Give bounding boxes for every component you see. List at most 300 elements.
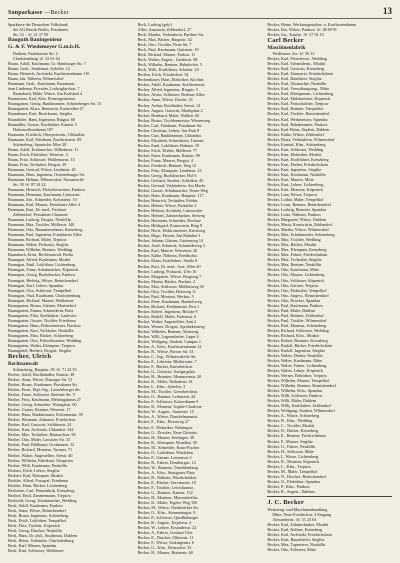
directory-entry: Becker, Otto, Tischler, Holzweg 11: [137, 288, 196, 294]
directory-entry: Becker, I., Witwe, Lichtenberg: [267, 453, 319, 459]
directory-entry: Str. 52 · ☏ 21 37 00: [13, 32, 48, 38]
directory-entry: Becker, Robert, Beamter, Kreuzberg: [267, 337, 328, 343]
directory-entry: Baumgarten, Otto, Polizeibeamter, Wedding: [8, 337, 82, 343]
directory-entry: Becker, Werner, Elektriker, Treptow: [267, 373, 328, 379]
directory-entry: Becker, Otto, Elektriker, Tempelhof: [267, 287, 327, 293]
directory-entry: Becker, Curt, Bankbeamter, Uhlandstr.: [137, 132, 202, 138]
directory-entry: Becker, Max, Rentner, Neukölln: [267, 262, 322, 268]
directory-entry: Baum, Fritz, Techniker, Bergstr. 29: [8, 161, 67, 167]
directory-entry: Becher, Max, Techniker, Bismarckstr. 66: [8, 432, 76, 438]
directory-entry: Becher, Walter, Angestellter, Seestr. 40: [8, 452, 73, 458]
directory-entry: Becker, Hermann, Schneider, Dorfaue: [137, 218, 201, 224]
directory-columns: [8, 22, 392, 558]
directory-entry: Baumbach, Ernst, Rechtsanwalt, Berlin: [8, 252, 74, 258]
directory-entry: Becker, Ernst, Kaufmann, Kantstr. 99: [137, 152, 200, 158]
directory-entry: Baum, Ida, Näherin, Wilmersdorf: [8, 76, 64, 82]
directory-entry: Becker, B., Witwe, Pariser Str. 33: [137, 349, 194, 355]
directory-entry: Becker, Helene, Witwe, Parkallee 2: [137, 203, 197, 209]
running-head-bold: Sonparkasse: [8, 10, 43, 16]
directory-entry: Baumgarten, Bruno, Gärtner, Mariendorf: [8, 302, 77, 308]
directory-entry: Becher, Otto, Maler, Lausitzer Str. 33: [8, 437, 71, 443]
directory-entry: Becker, Walter, Fahrer, Lichtenberg: [267, 363, 327, 369]
directory-entry: Baumann, Max, Tischler, Müllerstr. 140: [8, 222, 75, 228]
directory-entry: Baumgarten, Klara, Rentnerin, Kaiserallee 67: [8, 106, 84, 112]
directory-entry: Becker, E., Drucker, Olbersstr. 11: [137, 535, 194, 541]
advert-subheading: Rechtsanwalt: [8, 360, 38, 367]
directory-entry: Becker, Hans, Kaufmann, Hauptstr. 117: [137, 193, 204, 199]
directory-entry: Becker, K., Klempner, Wundtstr. 50: [137, 439, 198, 445]
directory-entry: Becher, Willi, Kaufmann, Neukölln: [8, 462, 67, 468]
directory-entry: Becker, Erich, Dreher, Müllerstr. 77: [137, 147, 198, 153]
directory-entry: Becker, Martha, Witwe, Wilmersdorf: [267, 227, 329, 233]
directory-entry: Beck, Martha, Verkäuferin, Berliner Str.: [137, 32, 205, 38]
directory-entry: Becker, F., Witwe, Sickingenstr. 6: [137, 540, 194, 546]
directory-entry: Becker, B., Kfm., Wedding: [267, 418, 313, 424]
directory-entry: Baumgarten, Georg, Bankbeamter, Schöneberger Str. 15: [8, 101, 102, 107]
directory-entry: Becker, Gerhard, Student, Schloßstr. 45: [137, 177, 204, 183]
directory-entry: Becker, Käthe, Näherin, Friedhofstr.: [137, 253, 198, 259]
directory-entry: Becker, Margarete, Witwe, Bergweg 7: [137, 273, 202, 279]
directory-entry: Becker, Kurt, Lehrer, Lichtenberg: [267, 181, 324, 187]
directory-entry: Becker, H., Monteur, Mierendorffstr.: [137, 494, 199, 500]
directory-entry: Bechler, Alfred, Fotograf, Friedenau: [8, 477, 69, 483]
directory-entry: Becher, Georg, Schneider, Wrangelstr. 60: [8, 402, 77, 408]
directory-entry: Baumann, Hans, Ingenieur, Oranienburger Str.: [8, 171, 86, 177]
directory-entry: Becker, Karl, Rentner, Tempelhof: [267, 106, 324, 112]
directory-entry: Charlottenburg ☏ 32 61 64: [13, 56, 60, 62]
directory-entry: Becker, A., Witwe, Danckelmannstr.: [137, 414, 198, 420]
directory-entry: Becker, Gustav, Schuhmacher, Neuer Weg: [137, 188, 208, 194]
directory-entry: Baumann, Walter, Prokurist, Steglitz: [8, 242, 69, 248]
directory-entry: Becker, Karl, Malermeister, Köpenick: [267, 96, 331, 102]
directory-entry: Beck, Heinz, Verkäufer, Charlottenburg: [8, 538, 74, 544]
page-header: [8, 6, 392, 19]
directory-entry: Becker, A., Fahrer, Goslarer Ufer: [137, 530, 193, 536]
directory-entry: Becker, Kurt, Dr. med., Arzt, Allee 40: [137, 263, 201, 269]
directory-entry: Becher, Franz, Schlosser, Stettiner Str. 9: [8, 392, 75, 398]
directory-entry: Becker, Carl, Fabrikant, Potsdamer Str.: [137, 122, 203, 128]
directory-entry: Becher, Ernst, Dipl.-Ing., Lietzenburger Str.: [8, 387, 81, 393]
directory-entry: Becker, Klara, Verkäuferin, Wilmersdorf: [267, 136, 335, 142]
directory-entry: Becker, Johann, Gärtner, Gartenweg 14: [137, 238, 203, 244]
directory-entry: Becker, P., Schlosser, Quedlinburger: [137, 515, 199, 521]
directory-entry: Becker, Kurt, Bauarbeiter, Steglitz: [267, 537, 325, 543]
directory-entry: Becker, Karl, Bahnbeamter, Pankow: [267, 121, 328, 127]
directory-entry: Baumgart, Hedwig, Witwe, Reinickendorf: [8, 277, 79, 283]
directory-entry: Baumann, Gertrud, Witwe, Lindenstr. 45: [8, 166, 76, 172]
directory-entry: Becher, Hans, Bankbeamter, Kolonnenstr. 39: [8, 412, 83, 418]
directory-entry: dem Lindenau, Privatier, Ludwigkirchstr. 7: [8, 86, 80, 92]
directory-entry: Beck, Karl, Maurer, Spandau: [8, 543, 57, 549]
directory-entry: Becker, E., Lehrerin, Bleibtreustr. 7: [137, 359, 197, 365]
directory-entry: Becker, Karl, Maurer, Wiesenstr. 20: [137, 248, 198, 254]
directory-entry: Becher, Kurt, Architekt, Uhlandstr. 144: [8, 427, 74, 433]
directory-entry: Baumann, Wilhelm, Rentner, Wedding: [8, 247, 73, 253]
directory-entry: Baumüller, Gustav, Buchhalter, Kantstr. 5: [8, 121, 78, 127]
directory-entry: Becker, Walter, Dreher, Neukölln: [267, 352, 323, 358]
directory-entry: Becker, M., Maler, Tempelhof: [267, 468, 318, 474]
directory-entry: Becker, E., Kfm., Horstweg 27: [137, 419, 189, 425]
directory-entry: Baumgart, Franz, Schuhmacher, Köpenick: [8, 267, 79, 273]
directory-entry: Beck, Wilhelm, Rentner, Bahnhofstr. 3: [137, 62, 202, 68]
directory-entry: Becker, Hugo, Friseur, Am Bahnhof 1: [137, 233, 201, 239]
directory-entry: Baumann, Karl, Maurer, Prenzlauer Allee 4: [8, 202, 81, 208]
directory-entry: Beck, Fritz, Tischler, Köpenick: [8, 522, 60, 528]
directory-entry: Beck, Paul, Kaufmann, Gartenstr. 19: [137, 47, 199, 53]
directory-entry: Becker, Kurt, Dreher, Friedrichshain: [267, 161, 328, 167]
directory-entry: Becker, Max, Bäcker, Moabit: [267, 242, 317, 248]
directory-entry: Becher, Fritz, Kaufmann, Mehringdamm 27: [8, 397, 81, 403]
directory-entry: Beck, Walter, Angest., Lindenstr. 88: [137, 57, 198, 63]
directory-entry: Becker, Karl, Tischler, Reinickendorf: [267, 111, 330, 117]
directory-entry: Becher, Hermann, Zahnarzt, Friedrichstr.: [8, 417, 77, 423]
directory-entry: Becker, G., Kfm., Beusselstr. 33: [137, 545, 192, 551]
directory-entry: Becker, Max, Fahrer, Friedrichshain: [267, 252, 328, 258]
directory-entry: Becker, Horst, Elektromeister, Kirchweg: [137, 228, 206, 234]
directory-entry: Becker, D., Bäcker, Kreuzberg: [267, 428, 319, 434]
directory-entry: Becker, Luise, Näherin, Pankow: [267, 212, 321, 218]
directory-entry: Becker, Georg, Buchdrucker, Hof 6: [137, 172, 197, 178]
directory-entry: Schöneberg, Hauptstr. 85 ☏ 71 24 55: [13, 366, 77, 372]
directory-entry: Becker, Wilhelm, Rentner, Altenweg: [137, 328, 199, 334]
directory-entry: Becker, G., Rentner, Kantstr. 152: [137, 489, 193, 495]
advert-heading: Carl Becker: [267, 37, 304, 45]
directory-entry: Becker, Emil, Lokführer, Bahnstr. 19: [137, 142, 199, 148]
directory-entry: Bechert, Karl, Klempner, Moabit: [8, 472, 63, 478]
directory-entry: Becker, C., Tischler, Moabit: [267, 423, 315, 429]
directory-entry: Becker, Otto, Gärtner, Treptow: [267, 282, 319, 288]
directory-entry: Becker, F., Tischler, Lewishamstr.: [137, 484, 194, 490]
directory-entry: Becker, Karl, Gastwirt, Kreuzberg: [267, 66, 325, 72]
directory-entry: Becker, Karl, Zahntechniker, Moabit: [267, 521, 329, 527]
section-rule: [267, 496, 392, 497]
directory-entry: Baum, Fritz, Schlosser, Waldemarstr. 13: [8, 156, 75, 162]
directory-entry: Becker, Heinz, Werkzeugmacher, u. Kurfürstendamm: [267, 22, 357, 27]
directory-entry: Becker, Fritz, Klempner, Lindenstr. 23: [137, 167, 202, 173]
directory-entry: Beck, Erich, Lokführer, Tempelhof: [8, 517, 67, 523]
directory-entry: Becker, H., Maurer, Seelingstr. 38: [137, 434, 195, 440]
directory-entry: Becker, A., Kfm., Kurfürstendamm 12: [137, 344, 202, 349]
directory-entry: Beck, Hans, Dr. phil., Studienrat, Dahlem: [8, 533, 78, 538]
directory-entry: Baumhöfer, Hans, Ingenieur, Ringstr. 60: [8, 116, 76, 122]
directory-entry: Becker, Paul, Monteur, Schöneberg: [267, 322, 327, 328]
directory-entry: Becher, Adolf, Buchhändler, Kantstr. 48: [8, 372, 75, 377]
directory-entry: Allee, Anastasia, Zehlendorf, 27: [137, 27, 192, 33]
directory-entry: Baumann, Paul, Ingenieur, Frankfurter Allee: [8, 232, 82, 238]
directory-entry: Becker, Kurt, Monteur, Köpenick: [267, 186, 323, 192]
directory-entry: Becker, Paul, Rentner, Zehlendorf: [267, 312, 324, 318]
directory-entry: Baumgart, Alfred, Kaufmann, Moabit: [8, 257, 71, 263]
directory-entry: Hohenzollerndamm 107: [13, 126, 54, 132]
directory-entry: Baumgarten, Gustav, Tischler, Friedenau: [8, 317, 76, 323]
directory-entry: Becker, Alfred, Ingenieur, Ringstr. 5: [137, 87, 198, 93]
directory-entry: Becker, Otto, Kaufmann, Mitte: [267, 267, 319, 273]
directory-entry: Becker, Anna, Witwe, Dorfstr. 31: [137, 97, 193, 103]
directory-entry: Becker, Kurt, Schlosser, Wedding: [267, 146, 324, 152]
directory-entry: Alexanderstr. ☏ 51 23 64: [272, 516, 317, 522]
directory-entry: Becker, Max, Tapezierer, Neukölln: [267, 542, 326, 548]
directory-entry: Baum, Erich, Elektriker, Weserstr. 3: [8, 151, 68, 157]
directory-entry: Becker, Ludwig, Beamter, Spandau: [267, 207, 327, 213]
directory-entry: Becker, O., Elektriker, Spandau: [267, 478, 320, 484]
directory-entry: Becker, Karl, Kellner, Kreuzberg: [267, 526, 323, 532]
advert-heading: Becher, Ulrich: [8, 352, 52, 360]
directory-entry: Becker, Karl, Bauführer, Steglitz: [267, 76, 322, 82]
directory-entry: Becker, Franz, Maurer, Bergstr. 4: [137, 157, 193, 163]
directory-entry: Becker, Walter, Kaufmann, Mitte: [267, 358, 323, 363]
advert-subheading: Maschinenfabrik: [267, 45, 306, 52]
directory-entry: Becker, Hildegard, Kontoristin, Ring 9: [137, 223, 203, 229]
directory-entry: Baumbach, Hilde, Witwe, Am Karlsbad 4: [13, 91, 82, 97]
directory-entry: G. & F. Wiedemeyer G.m.b.H.: [8, 44, 81, 51]
directory-entry: Baumann, Karl, Fabrikant, Kurfürstenstr. 85: [8, 136, 82, 142]
directory-entry: Beck, Kurt, Schlosser, Weißensee: [8, 548, 64, 554]
directory-entry: Becker, Jos., Kaufm. ☏ 27 54 10: [267, 32, 324, 38]
directory-entry: Baumgärtel, Herbert, Drogist, Steglitz: [8, 347, 72, 353]
directory-entry: Baumann, Richard, Maler, Treptow: [8, 237, 67, 243]
directory-entry: Becker, K., Monteur, Köpenick: [267, 458, 320, 464]
directory-entry: Baumann, Gerh., Kaufmann, Fasanenstr.: [8, 81, 76, 87]
directory-entry: Becker, Paul, Kaufmann, Pankow: [267, 302, 324, 308]
directory-entry: Becker, Wilhelm, Rentner, Reinickendorf: [267, 383, 336, 389]
directory-entry: Becher, Paul, Bildhauer, Grolmanstr. 12: [8, 442, 75, 448]
directory-entry: Becker, Josef, Schmied, Schmiedeweg 3: [137, 243, 205, 249]
directory-entry: Baum, Adolf, Kaufmann, Gr. Hamburger Str. 7: [8, 61, 86, 67]
directory-entry: Beck, Ludwig (geb.): [137, 22, 172, 27]
directory-entry: Baumann, Joh., Schneider, Koloniestr. 10: [8, 197, 77, 202]
running-head-rest: —Becker: [44, 10, 69, 16]
directory-entry: Becker, B., Näherin, Windscheidstr.: [137, 474, 198, 480]
directory-entry: Becher, Richard, Monteur, Turmstr. 71: [8, 447, 73, 453]
directory-entry: Baumann, Kurt, Dr. med., Facharzt: [8, 207, 67, 213]
directory-entry: Becker, N., Drucker, Reinickendorf: [267, 473, 327, 479]
directory-entry: Becker, Karl, Postschaffner, Treptow: [267, 101, 329, 107]
directory-entry: Becker, Christian, Lehrer, Am Park 8: [137, 127, 200, 133]
directory-entry: Becker, K., Maler, Niebuhrstr. 61: [137, 379, 193, 385]
directory-entry: Becker, Kurt, Elektriker, Moabit: [267, 151, 322, 157]
directory-entry: Str. 30 ☏ 87 54 22: [13, 181, 46, 187]
directory-entry: der AG Bezirk Berlin, Potsdamer: [13, 27, 69, 33]
directory-entry: Becker, O., Lokführer, Witzleben: [137, 449, 193, 455]
directory-entry: Becher, Bruno, Kaufmann, Potsdamer Str.: [8, 382, 78, 388]
directory-entry: Becker, Wolfgang, Student, Campus 1: [137, 338, 201, 344]
directory-entry: Becker, Lina, Witwe, Treptow: [267, 191, 318, 197]
directory-entry: Becker, H., Beamter, Mommsenstr. 20: [137, 374, 202, 380]
directory-entry: Beck, Bruno, Ingenieur, Schöneberg: [8, 512, 69, 518]
directory-entry: Becker, Kurt, Kaufmann, Neukölln: [267, 171, 326, 177]
directory-entry: Baumgarten, Kurt, Verkäufer, Neukölln: [8, 327, 74, 333]
directory-entry: Baumann, Otto, Bauunternehmer, Kreuzberg: [8, 227, 83, 233]
column-2: [138, 22, 263, 558]
directory-entry: Becker, Lothar, Maler, Tempelhof: [267, 197, 324, 202]
directory-entry: Becker, R., Angest., Dahlem: [267, 488, 315, 494]
directory-entry: Becker, Richard, Schlosser, Wedding: [267, 327, 329, 333]
directory-entry: Becker, Margarete, Witwe, Dahlem: [267, 217, 326, 223]
directory-entry: Becher, Anna, Witwe, Danziger Str. 51: [8, 377, 73, 383]
directory-entry: Becker, Maria, Kontoristin, Zehlendorf: [267, 222, 333, 228]
directory-entry: Becker, Karl-Heinz, Student, Dahlem: [267, 126, 330, 132]
directory-entry: Becker, Karl, Fleischerm., Wedding: [267, 56, 327, 62]
directory-entry: Becker, Konrad, Kfm., Schöneberg: [267, 141, 326, 147]
directory-entry: Becker, W., Angest., Suarezstr. 15: [137, 409, 194, 415]
directory-entry: Becker, Bernhard, Maler, Waldstr. 60: [137, 112, 200, 118]
directory-entry: Becker, Elisabeth, Schneiderin, Turmstr.: [137, 137, 205, 143]
directory-entry: Becher, Wilhelm, Fabrikant, Tiergarten: [8, 457, 73, 463]
directory-entry: Becker, Max, Schuhmacher, Schöneberg: [267, 232, 335, 238]
directory-entry: Baumgart, Karl, Lehrer, Spandau: [8, 282, 64, 288]
directory-entry: Becker, K., Maler, Tegeler Weg 100: [137, 499, 198, 505]
directory-entry: Becker, Louis, Rentner, Reinickendorf: [267, 202, 332, 208]
directory-entry: Becker, Wilhelm, Maurer, Tempelhof: [267, 378, 330, 384]
directory-entry: Becker, R., Monteur, Sophie-Charlotte: [137, 404, 202, 410]
directory-entry: Bechtel, Emil, Zimmermann, Treptow: [8, 492, 72, 498]
directory-entry: Becker, Alwin, Schlosser, Berliner Allee: [137, 92, 205, 98]
directory-entry: Becker, O., Kfm., Sömmeringstr. 8: [137, 510, 196, 516]
directory-entry: Baum, Gerh., Studienrat, Sybelstr. 12: [8, 66, 70, 72]
directory-entry: Becker, Herbert, Zahntechniker, Seeweg: [137, 213, 205, 219]
column-1: [8, 22, 133, 558]
directory-entry: Becker, Heinrich, Techniker, Feldstr.: [137, 198, 199, 204]
directory-entry: Weißensee, Str. ☏ 56 13: [272, 51, 315, 57]
directory-entry: Baumgart, Emil, Lokführer, Lichtenberg: [8, 262, 76, 268]
directory-entry: Becker, P., Gärtner, Lietzensee 2: [137, 454, 192, 460]
page-number: 13: [383, 6, 392, 16]
directory-entry: Becker, Kurt, Maurer, Mitte: [267, 176, 314, 182]
directory-entry: Becker, P., Kfm., Pankow: [267, 483, 310, 489]
directory-entry: Bechstein, Carl, Pianofabrik, Kreuzberg: [8, 487, 75, 493]
directory-entry: Becker, E., Rentner, Friedrichshain: [267, 433, 326, 439]
directory-entry: Becker, Paul, Maler, Dahlem: [267, 307, 316, 313]
directory-entry: Becker, Friedrich, Rentner, Weg 12: [137, 162, 197, 168]
directory-entry: Becker, H., Schlosser, Mitte: [267, 448, 314, 454]
directory-entry: Becker, Otto, Drucker, Spandau: [267, 297, 321, 303]
directory-entry: Baumeister, Karl, Kfm. Prinzregentenstr.: [8, 96, 76, 102]
directory-entry: Becker, Ludwig, Prokurist, Ufer 16: [137, 268, 197, 274]
directory-entry: Becker, E., Bäcker, Gervinusstr. 18: [137, 479, 196, 485]
directory-entry: Becker, Bruno, Tischlermeister, Wiesenweg: [137, 117, 211, 123]
directory-entry: Baumgarten, Fritz, Kraftfahrer, Lankwitz: [8, 312, 77, 318]
directory-entry: Becker, Wolfgang, Student, Wilmersdorf: [267, 408, 335, 414]
directory-entry: Becker, Max, Schlosser, Mühlenweg 30: [137, 283, 204, 289]
directory-entry: Becker, Walter, Lehrer, Köpenick: [267, 368, 323, 374]
directory-entry: Becher, Karl, Gastwirt, Schlüterstr. 24: [8, 422, 72, 428]
directory-entry: Becken, Erich, Friedrichstr. 54: [137, 72, 189, 78]
directory-entry: Baumann, Helmut, Wilmersdorf, Nassauische: [8, 176, 84, 182]
directory-entry: Baumgarten, Max, Bäcker, Schöneberg: [8, 332, 74, 338]
directory-entry: Becker, Willi, Schlosser, Pankow: [267, 393, 323, 399]
directory-entry: Beck, Max, Bäcker, Hauptstr. 42: [137, 37, 192, 43]
directory-entry: Becker, G., Fahrer, Neukölln: [267, 443, 316, 449]
directory-entry: Becker, Paul, Monteur, Werkstr. 5: [137, 293, 194, 299]
directory-entry: Baumgart, Otto, Schlosser, Tempelhof: [8, 287, 72, 293]
directory-entry: Becker, Rudolf, Bäcker, Friedrichshain: [267, 342, 333, 348]
directory-entry: Becker, L., Kfm., Sybelstr. 3: [137, 384, 186, 390]
directory-entry: Werkzeug- und Maschinenhandlung: [267, 506, 328, 512]
directory-entry: Becker, Wilhelm, Kfm., Spandau: [267, 388, 323, 394]
directory-entry: Baumgart, Richard, Maurer, Weißensee: [8, 297, 74, 303]
directory-entry: Becker, F., Maurer, Steglitz: [267, 438, 313, 444]
directory-entry: Baumgarten, Hans, Elektromeister, Buckow: [8, 322, 81, 328]
directory-entry: Baumgart, Paul, Kaufmann, Charlottenburg: [8, 292, 81, 298]
directory-entry: Becker, Peter, Kaufmann, Handelsweg: [137, 298, 202, 304]
directory-entry: Becker, Kurt, Ingenieur, Steglitz: [267, 166, 322, 172]
directory-entry: Becker, Kurt, Kraftfahrer, Kreuzberg: [267, 156, 329, 162]
running-head: [8, 10, 69, 16]
directory-entry: Baum, Adolf, Korbmacher, Wilhelmstr. 11: [8, 146, 79, 152]
directory-entry: Becker, Paul, Tischler, Wilmersdorf: [267, 317, 327, 323]
directory-entry: Becker, F., Elektriker, Nehringstr.: [137, 424, 194, 430]
directory-entry: Beckenbauer, Hans, Elektriker, Kirchstr.: [137, 77, 205, 83]
directory-entry: Becker, Karl, Architekt, Friedrichshain: [267, 532, 332, 537]
directory-entry: Bechtold, Georg, Schuhmacher, Wedding: [8, 497, 77, 503]
directory-entry: Becker, Rudolf, Ingenieur, Steglitz: [267, 347, 325, 353]
advert-heading: J. C. Becker: [267, 498, 305, 506]
directory-entry: Becker, Käthe, Witwe, Zehlendorf: [267, 131, 325, 137]
directory-entry: Becker, Willy, Kraftfahrer, Zehlendorf: [267, 403, 331, 409]
directory-entry: Baumann, Ludwig, Drogist, Neukölln: [8, 217, 71, 223]
directory-entry: Becker, Rudolf, Maler, Farbenstr. 6: [137, 313, 197, 319]
directory-entry: Becker, R., Angest., Keplerstr. 4: [137, 520, 192, 526]
directory-entry: Sparkasse der Deutschen Volksbank: [8, 22, 68, 27]
directory-entry: Becker, Max, Klempner, Kreuzberg: [267, 247, 327, 253]
directory-entry: Becker, C., Ing., Wilmersdorfer Str.: [137, 354, 197, 360]
directory-entry: Beck, Willi, Kraftfahrer, Schulstr. 24: [137, 67, 199, 73]
directory-entry: Becker, Walter, Angestellter, Amt 2: [137, 318, 197, 324]
directory-entry: Baumann, Friedrich, Oberpostsekr., Uhlandstr.: [8, 131, 86, 137]
directory-entry: Becker, Richard, Kfm., Moabit: [267, 332, 319, 338]
directory-entry: Becker, M., Witwe, Osnabrücker Str.: [137, 505, 199, 510]
directory-entry: Zehlendorf, Potsdamer Chaussee: [13, 212, 68, 218]
directory-entry: Becker, Willi, Maler, Dahlem: [267, 398, 317, 404]
directory-entry: Becker, L., Kfm., Treptow: [267, 463, 312, 469]
directory-entry: Beck, Georg, Drucker, Neukölln: [8, 527, 62, 533]
directory-entry: Becker, Karl, Werkmeister, Spandau: [267, 116, 328, 122]
directory-entry: Becker, G., Drucker, Neue Christstr.: [137, 429, 198, 435]
directory-entry: Becker, Gertrud, Verkäuferin, Am Markt: [137, 183, 205, 188]
directory-entry: Becker, Karl, Klempnerm., Lichtenberg: [267, 91, 334, 97]
directory-entry: Becker, O., Rentner, Leibnizstr. 44: [137, 394, 196, 400]
directory-entry: Becker, Karl, Schneiderm., Moabit: [267, 61, 326, 67]
directory-entry: Becker, A., Kfm., Stuttgarter Platz: [137, 469, 195, 475]
directory-entry: Bechert, Erich, Lehrer, Steglitz: [8, 467, 60, 473]
column-3: [267, 22, 392, 558]
directory-entry: Baum, Heinrich, Architekt, Kurfürstendamm 110: [8, 71, 90, 77]
directory-entry: Becker, Ilse, Witwe, Pankow ☏ 48 69 91: [267, 27, 337, 33]
directory-entry: Becker, Otto, Maurer, Lichtenberg: [267, 272, 325, 278]
directory-entry: Baumann, Hermann, Kaufmann, Lützowstr.: [8, 191, 81, 197]
directory-entry: Becker, Helmut, Architekt, Lützowufer: [137, 208, 203, 214]
directory-entry: Becker, W., Beamter, Trendelenburg: [137, 464, 198, 470]
directory-entry: Becker, Klaus, Kraftfahrer, Straße 8: [137, 258, 198, 264]
directory-entry: Beck, Anna, Witwe, Reinickendorf: [8, 507, 66, 513]
directory-entry: Becker, Martin, Bäcker, Backstr. 2: [137, 278, 195, 284]
directory-entry: Becker, P., Schlosser, Kaiserdamm 9: [137, 399, 199, 405]
directory-entry: Becker, M., Schneider, Kuno-Fischer: [137, 444, 200, 450]
directory-entry: Becker, F., Bäcker, Knesebeckstr.: [137, 364, 194, 370]
directory-entry: Becker, Adolf, Kaufmann, Kurfürstenstr.: [137, 82, 206, 88]
directory-entry: Becker, Arthur, Buchhalter, Seestr. 14: [137, 102, 201, 108]
directory-entry: Beck, Otto, Tischler, Neue Str. 7: [137, 42, 192, 48]
directory-entry: Becker, Werner, Drogist, Apothekenweg: [137, 323, 205, 329]
directory-entry: Becker, Otto, Polsterer, Mitte: [267, 547, 316, 553]
directory-entry: Becker, August, Gastwirt, Marktplatz 2: [137, 107, 203, 113]
directory-entry: Becker, Max, Tischler, Wedding: [267, 237, 321, 243]
directory-entry: Baumhauer, Kurt, Bezirksamt, Steglitz: [8, 111, 73, 117]
directory-entry: Schöneberg, Spanische Allee 28: [13, 141, 67, 147]
directory-entry: Baumgarten, Emma, Schneiderin, Britz: [8, 307, 74, 313]
directory-entry: Becker, Otto, Angest., Reinickendorf: [267, 292, 329, 298]
directory-entry: Baumgart, Georg, Buchdrucker, Pankow: [8, 272, 76, 278]
